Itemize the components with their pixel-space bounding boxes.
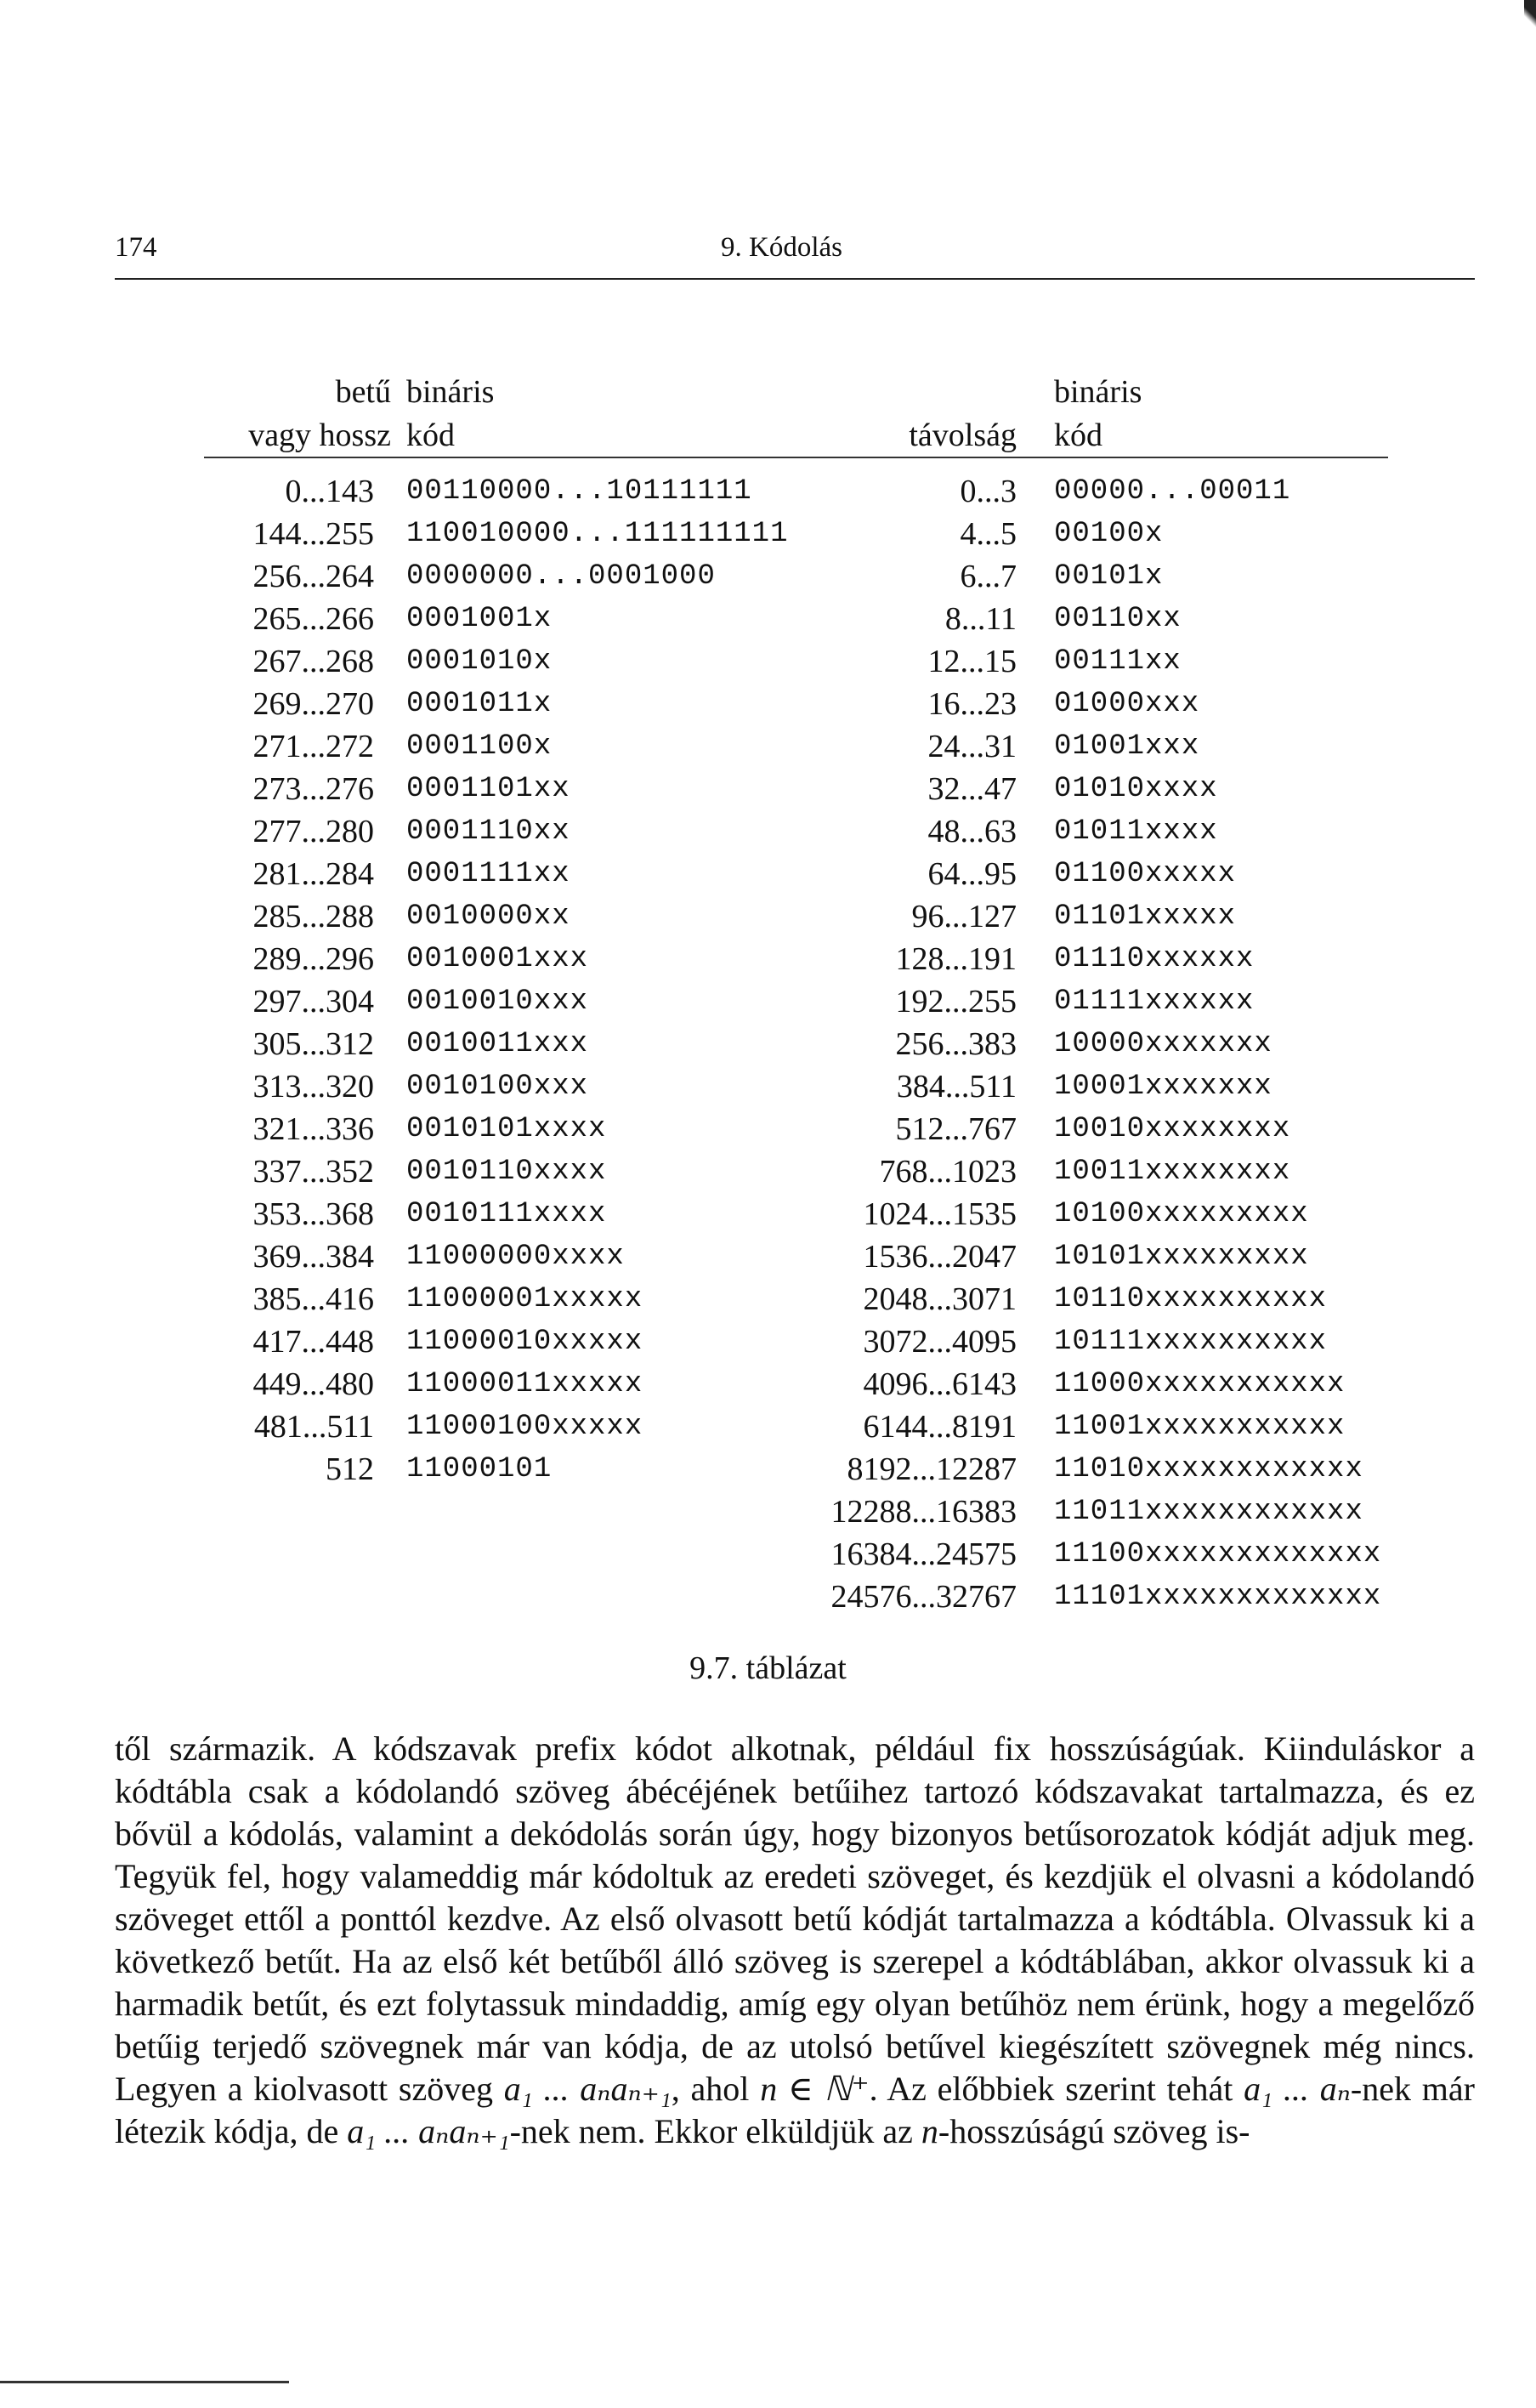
letter-code-cell: 0010110xxxx	[406, 1156, 607, 1188]
page-number: 174	[115, 232, 157, 263]
header-code-right: kód	[1054, 417, 1102, 453]
letter-code-cell: 0001100x	[406, 730, 553, 763]
distance-range-cell: 768...1023	[879, 1154, 1017, 1190]
distance-range-cell: 256...383	[895, 1026, 1017, 1062]
distance-code-cell: 11101xxxxxxxxxxxxx	[1054, 1581, 1382, 1613]
distance-code-cell: 10110xxxxxxxxxx	[1054, 1283, 1328, 1315]
distance-code-cell: 01110xxxxxx	[1054, 943, 1255, 975]
distance-range-cell: 16384...24575	[830, 1536, 1017, 1572]
body-text-part: -hosszúságú szöveg is-	[938, 2112, 1250, 2150]
letter-range-cell: 449...480	[252, 1366, 374, 1402]
letter-range-cell: 369...384	[252, 1239, 374, 1275]
body-text-part: . Az előbbiek szerint tehát	[869, 2070, 1244, 2108]
body-paragraph	[115, 1728, 1475, 2153]
distance-code-cell: 01010xxxx	[1054, 773, 1218, 805]
distance-code-cell: 01011xxxx	[1054, 815, 1218, 848]
header-binary-left: bináris	[406, 374, 495, 410]
letter-code-cell: 0001111xx	[406, 858, 570, 890]
distance-code-cell: 10101xxxxxxxxx	[1054, 1241, 1309, 1273]
distance-code-cell: 00000...00011	[1054, 475, 1291, 508]
letter-range-cell: 256...264	[252, 559, 374, 594]
distance-range-cell: 3072...4095	[863, 1324, 1017, 1360]
body-text-part: -nek már létezik kódja, de	[115, 2070, 1475, 2150]
distance-range-cell: 4096...6143	[863, 1366, 1017, 1402]
math-expression: a₁ ... aₙaₙ₊₁	[347, 2112, 510, 2150]
letter-code-cell: 00110000...10111111	[406, 475, 752, 508]
chapter-title: 9. Kódolás	[721, 232, 842, 263]
letter-range-cell: 277...280	[252, 814, 374, 849]
body-text-part: -nek nem. Ekkor elküldjük az	[509, 2112, 921, 2150]
distance-range-cell: 12288...16383	[830, 1494, 1017, 1530]
table-caption: 9.7. táblázat	[689, 1650, 847, 1686]
letter-range-cell: 512	[326, 1451, 374, 1487]
letter-range-cell: 385...416	[252, 1281, 374, 1317]
letter-code-cell: 0000000...0001000	[406, 560, 716, 593]
distance-code-cell: 01100xxxxx	[1054, 858, 1237, 890]
letter-range-cell: 337...352	[252, 1154, 374, 1190]
distance-code-cell: 01111xxxxxx	[1054, 985, 1255, 1018]
letter-code-cell: 0001011x	[406, 688, 553, 720]
distance-range-cell: 12...15	[927, 644, 1017, 679]
body-text-part: től származik. A kódszavak prefix kódot alkotnak, például fix hosszúságúak. Kiinduláskor a kódtábla csak a kódolandó szöveg ábécéjének betűihez tartozó kódszavakat tartalmazza, és ez bővül a kódolás, valamint a dekódolás során úgy, hogy bizonyos betűsorozatok kódját adjuk meg. Tegyük fel, hogy valameddig már kódoltuk az eredeti szöveget, és kezdjük el olvasni a kódolandó szöveget ettől a ponttól kezdve. Az első olvasott betű kódját tartalmazza a kódtábla. Olvassuk ki a következő betűt. Ha az első két betűből álló szöveg is szerepel a kódtáblában, akkor olvassuk ki a harmadik betűt, és ezt folytassuk mindaddig, amíg egy olyan betűhöz nem érünk, hogy a megelőző betűig terjedő szövegnek már van kódja, de az utolsó betűvel kiegészített szövegnek még nincs. Legyen a kiolvasott szöveg	[115, 1729, 1475, 2108]
letter-range-cell: 321...336	[252, 1111, 374, 1147]
letter-range-cell: 273...276	[252, 771, 374, 807]
math-expression: a₁ ... aₙaₙ₊₁	[503, 2070, 672, 2108]
letter-range-cell: 481...511	[253, 1409, 374, 1445]
letter-range-cell: 305...312	[252, 1026, 374, 1062]
letter-code-cell: 0001110xx	[406, 815, 570, 848]
letter-range-cell: 285...288	[252, 899, 374, 934]
letter-code-cell: 0010001xxx	[406, 943, 589, 975]
letter-code-cell: 0001001x	[406, 603, 553, 635]
letter-code-cell: 0010010xxx	[406, 985, 589, 1018]
letter-code-cell: 0010100xxx	[406, 1071, 589, 1103]
distance-range-cell: 192...255	[895, 984, 1017, 1019]
letter-range-cell: 289...296	[252, 941, 374, 977]
distance-code-cell: 00110xx	[1054, 603, 1182, 635]
distance-range-cell: 1536...2047	[863, 1239, 1017, 1275]
distance-range-cell: 16...23	[927, 686, 1017, 722]
distance-range-cell: 8...11	[944, 601, 1017, 637]
math-expression: n	[921, 2112, 938, 2150]
distance-range-cell: 6144...8191	[863, 1409, 1017, 1445]
distance-code-cell: 01101xxxxx	[1054, 900, 1237, 933]
table-header-rule	[204, 457, 1388, 458]
distance-range-cell: 4...5	[960, 516, 1017, 552]
distance-range-cell: 24576...32767	[830, 1579, 1017, 1615]
distance-code-cell: 11001xxxxxxxxxxx	[1054, 1411, 1346, 1443]
letter-range-cell: 353...368	[252, 1196, 374, 1232]
letter-code-cell: 0010000xx	[406, 900, 570, 933]
distance-range-cell: 8192...12287	[847, 1451, 1017, 1487]
distance-code-cell: 10010xxxxxxxx	[1054, 1113, 1291, 1145]
header-distance: távolság	[909, 417, 1017, 453]
distance-range-cell: 24...31	[927, 729, 1017, 764]
distance-code-cell: 11010xxxxxxxxxxxx	[1054, 1453, 1363, 1485]
letter-code-cell: 11000001xxxxx	[406, 1283, 643, 1315]
letter-code-cell: 0010101xxxx	[406, 1113, 607, 1145]
distance-code-cell: 00101x	[1054, 560, 1164, 593]
distance-range-cell: 48...63	[927, 814, 1017, 849]
letter-range-cell: 269...270	[252, 686, 374, 722]
distance-code-cell: 01001xxx	[1054, 730, 1200, 763]
distance-range-cell: 512...767	[895, 1111, 1017, 1147]
distance-code-cell: 00100x	[1054, 518, 1164, 550]
distance-code-cell: 10100xxxxxxxxx	[1054, 1198, 1309, 1230]
letter-range-cell: 297...304	[252, 984, 374, 1019]
letter-range-cell: 0...143	[285, 474, 374, 509]
letter-range-cell: 271...272	[252, 729, 374, 764]
letter-code-cell: 11000011xxxxx	[406, 1368, 643, 1400]
distance-range-cell: 128...191	[895, 941, 1017, 977]
distance-code-cell: 11011xxxxxxxxxxxx	[1054, 1496, 1363, 1528]
letter-code-cell: 0010111xxxx	[406, 1198, 607, 1230]
distance-range-cell: 32...47	[927, 771, 1017, 807]
math-expression: n ∈ ℕ⁺	[760, 2070, 870, 2108]
header-letter: betű	[335, 374, 391, 410]
distance-code-cell: 11100xxxxxxxxxxxxx	[1054, 1538, 1382, 1570]
distance-range-cell: 96...127	[911, 899, 1017, 934]
header-code-left: kód	[406, 417, 455, 453]
distance-range-cell: 384...511	[896, 1069, 1017, 1105]
letter-code-cell: 11000101	[406, 1453, 553, 1485]
letter-range-cell: 265...266	[252, 601, 374, 637]
letter-code-cell: 11000010xxxxx	[406, 1326, 643, 1358]
distance-range-cell: 6...7	[960, 559, 1017, 594]
distance-code-cell: 00111xx	[1054, 645, 1182, 678]
letter-code-cell: 0001101xx	[406, 773, 570, 805]
letter-range-cell: 313...320	[252, 1069, 374, 1105]
distance-range-cell: 64...95	[927, 856, 1017, 892]
distance-code-cell: 10001xxxxxxx	[1054, 1071, 1272, 1103]
distance-range-cell: 2048...3071	[863, 1281, 1017, 1317]
distance-range-cell: 0...3	[960, 474, 1017, 509]
distance-code-cell: 11000xxxxxxxxxxx	[1054, 1368, 1346, 1400]
letter-range-cell: 281...284	[252, 856, 374, 892]
math-expression: a₁ ... aₙ	[1244, 2070, 1351, 2108]
letter-range-cell: 144...255	[252, 516, 374, 552]
header-binary-right: bináris	[1054, 374, 1142, 410]
header-or-length: vagy hossz	[248, 417, 391, 453]
letter-code-cell: 0010011xxx	[406, 1028, 589, 1060]
distance-range-cell: 1024...1535	[863, 1196, 1017, 1232]
letter-range-cell: 417...448	[252, 1324, 374, 1360]
letter-code-cell: 110010000...111111111	[406, 518, 789, 550]
distance-code-cell: 10111xxxxxxxxxx	[1054, 1326, 1328, 1358]
letter-code-cell: 0001010x	[406, 645, 553, 678]
letter-range-cell: 267...268	[252, 644, 374, 679]
distance-code-cell: 10000xxxxxxx	[1054, 1028, 1272, 1060]
letter-code-cell: 11000000xxxx	[406, 1241, 625, 1273]
distance-code-cell: 01000xxx	[1054, 688, 1200, 720]
footer-rule	[0, 2381, 289, 2383]
body-text-part: , ahol	[671, 2070, 761, 2108]
letter-code-cell: 11000100xxxxx	[406, 1411, 643, 1443]
distance-code-cell: 10011xxxxxxxx	[1054, 1156, 1291, 1188]
